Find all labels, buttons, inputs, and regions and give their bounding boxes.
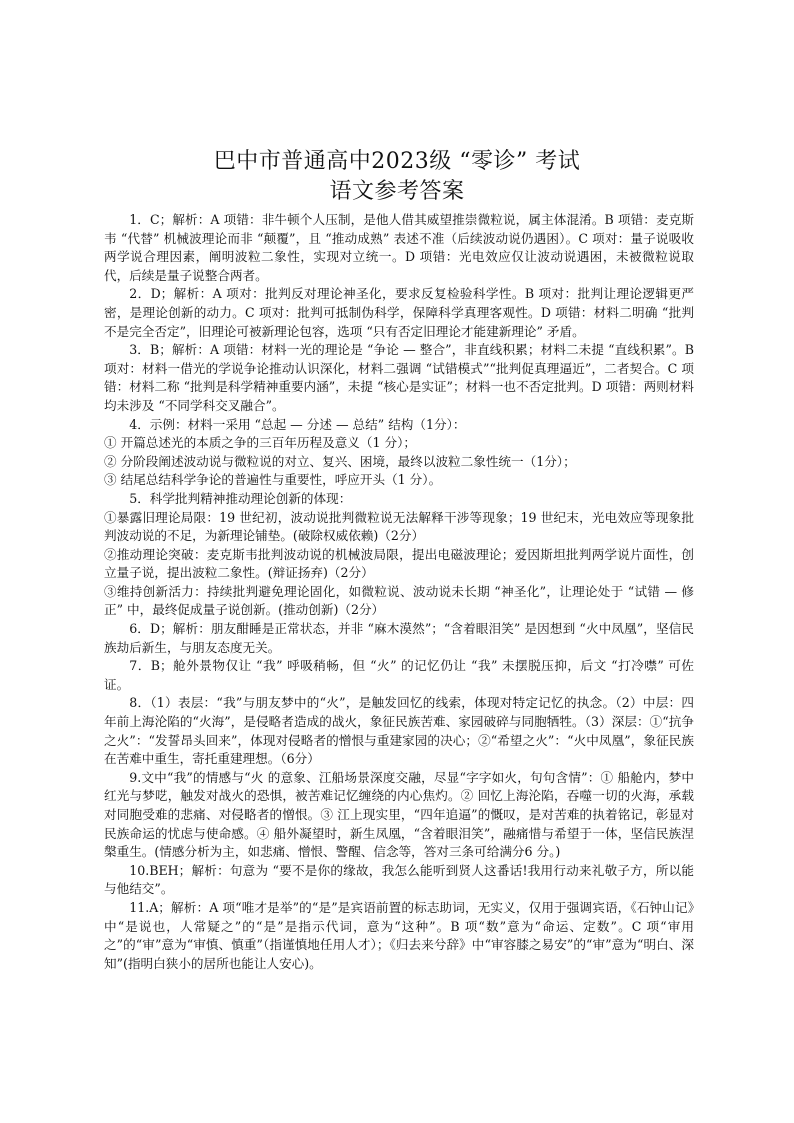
answer-paragraph: 3．B；解析：A 项错：材料一光的理论是 “争论 — 整合”，非直线积累；材料二未提 “直线积累”。B 项对：材料一借光的学说争论推动认识深化，材料二强调 “试错模式”“批判促真理逼近”，二者契合。C 项错：材料二称 “批判是科学精神重要内涵”，未提 “核心是实证”；材料一也不否定批判。D 项错：两则材料均未涉及 “不同学科交叉融合”。 (104, 342, 694, 413)
page-subtitle: 语文参考答案 (329, 179, 465, 204)
answer-paragraph: ③ 结尾总结科学争论的普遍性与重要性，呼应开头（1 分）。 (104, 472, 442, 488)
answer-paragraph: 8．（1）表层：“我”与朋友梦中的“火”，是触发回忆的线索，体现对特定记忆的执念。（2）中层：四年前上海沦陷的“火海”，是侵略者造成的战火，象征民族苦难、家园破碎与同胞牺牲。（3）深层：①“抗争之火”：“发誓昂头回来”，体现对侵略者的憎恨与重建家园的决心；②“希望之火”：“火中凤凰”，象征民族在苦难中重生，寄托重建理想。（6分） (104, 695, 694, 767)
answer-paragraph: 1．C；解析：A 项错：非牛顿个人压制，是他人借其威望推崇微粒说，属主体混淆。B 项错：麦克斯韦 “代替” 机械波理论而非 “颠覆”，且 “推动成熟” 表述不准（后续波动说仍遇困）。C 项对：量子说吸收两学说合理因素，阐明波粒二象性，实现对立统一。D 项错：光电效应仅让波动说遇困，未被微粒说取代，后续是量子说整合两者。 (104, 212, 694, 283)
answer-paragraph: ①暴露旧理论局限：19 世纪初，波动说批判微粒说无法解释干涉等现象；19 世纪末，光电效应等现象批判波动说的不足，为新理论铺垫。(破除权威依赖)（2分） (104, 509, 694, 544)
answer-paragraph: 9.文中“我”的情感与“火 的意象、江船场景深度交融，尽显“字字如火，句句含情”：① 船舱内，梦中红光与梦呓，触发对战火的恐惧，被苦难记忆缠绕的内心焦灼。② 回忆上海沦陷，吞噬一切的火海，承载对同胞受难的悲痛、对侵略者的憎恨。③ 江上现实里，“四年追逼”的慨叹，是对苦难的执着铭记，彰显对民族命运的忧虑与使命感。④ 船外凝望时，新生凤凰，“含着眼泪笑”，融痛惜与希望于一体，坚信民族涅槃重生。(情感分析为主，如悲痛、憎恨、警醒、信念等，答对三条可给满分6 分。) (104, 769, 694, 860)
answer-paragraph: 6．D；解析：朋友酣睡是正常状态，并非 “麻木漠然”；“含着眼泪笑” 是因想到 “火中凤凰”，坚信民族劫后新生，与朋友态度无关。 (104, 621, 694, 655)
answer-paragraph: 7．B；舱外景物仅让 “我” 呼吸稍畅，但 “火” 的记忆仍让 “我” 未摆脱压抑，后文 “打冷噤” 可佐证。 (104, 658, 694, 692)
answer-paragraph: 4．示例：材料一采用 “总起 — 分述 — 总结” 结构（1分）： (129, 416, 466, 432)
answer-paragraph: 11.A；解析：A 项“唯才是举”的“是”是宾语前置的标志助词，无实义，仅用于强调宾语，《石钟山记》中“是说也，人常疑之”的“是”是指示代词，意为“这种”。B 项“数”意为“命运、定数”。C 项“审用之”的“审”意为“审慎、慎重”（指谨慎地任用人才）；《归去来兮辞》中“审容膝之易安”的“审”意为“明白、深知”(指明白狭小的居所也能让人安心)。 (104, 899, 694, 971)
answer-paragraph: 2．D；解析：A 项对：批判反对理论神圣化，要求反复检验科学性。B 项对：批判让理论逻辑更严密，是理论创新的动力。C 项对：批判可抵制伪科学，保障科学真理客观性。D 项错：材料二明确 “批判不是完全否定”，旧理论可被新理论包容，选项 “只有否定旧理论才能建新理论” 矛盾。 (104, 286, 694, 339)
answer-paragraph: ②推动理论突破：麦克斯韦批判波动说的机械波局限，提出电磁波理论；爱因斯坦批判两学说片面性，创立量子说，提出波粒二象性。(辩证扬弃)（2分） (104, 546, 694, 581)
answer-paragraph: ① 开篇总述光的本质之争的三百年历程及意义（1 分）； (104, 435, 416, 451)
page-title: 巴中市普通高中2023级 “零诊” 考试 (213, 149, 581, 174)
answer-paragraph: ③维持创新活力：持续批判避免理论固化，如微粒说、波动说未长期 “神圣化”，让理论处于 “试错 — 修正” 中，最终促成量子说创新。(推动创新)（2分） (104, 583, 694, 618)
answer-paragraph: 10.BEH；解析：句意为 “要不是你的缘故，我怎么能听到贤人这番话!我用行动来礼敬子方，所以能与他结交”。 (104, 862, 694, 897)
answer-paragraph: 5．科学批判精神推动理论创新的体现： (129, 490, 352, 506)
answer-content (104, 211, 694, 973)
answer-paragraph: ② 分阶段阐述波动说与微粒说的对立、复兴、困境，最终以波粒二象性统一（1分）； (104, 453, 576, 469)
